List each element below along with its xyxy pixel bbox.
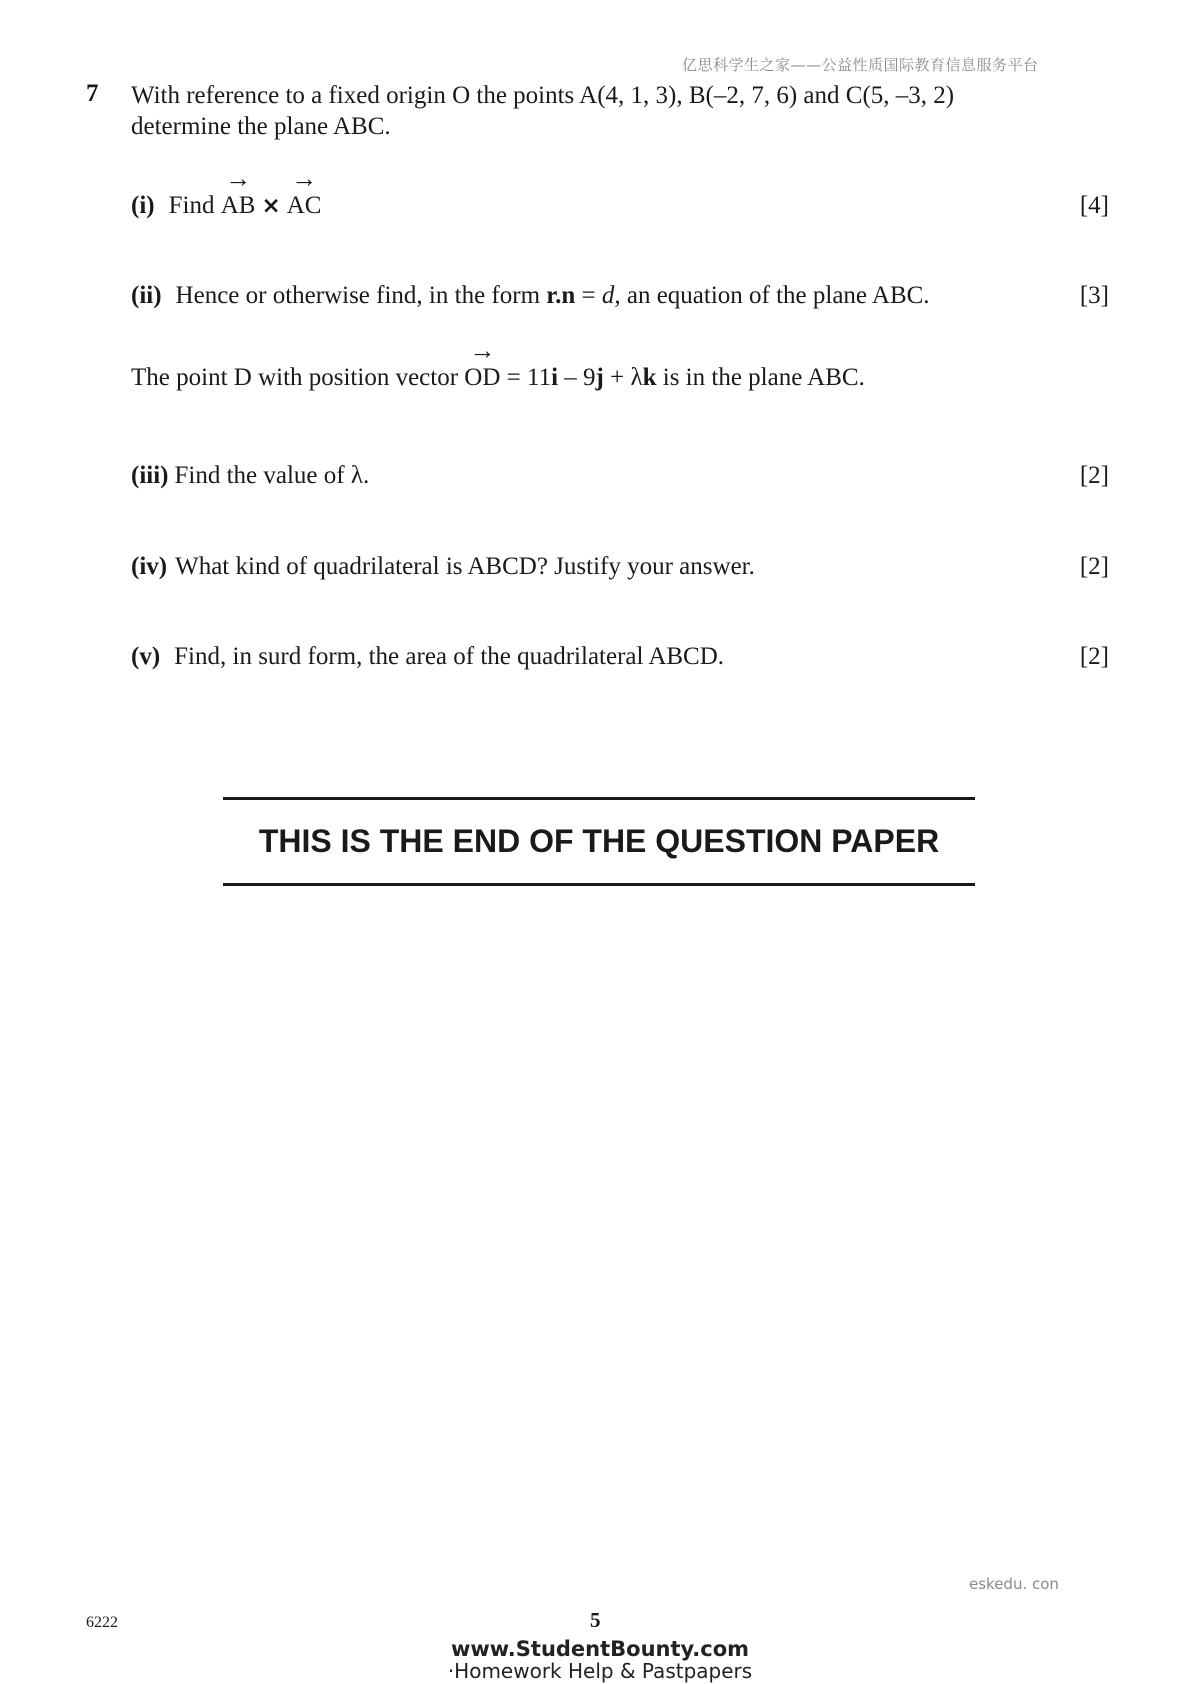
part-label: (i) [131,192,155,219]
page-number: 5 [590,1608,601,1632]
unit-i: i [551,364,559,391]
part-label: (ii) [131,282,162,309]
part-v [131,643,724,671]
part-text: What kind of quadrilateral is ABCD? Justify your answer. [175,553,755,580]
part-label: (v) [131,643,161,670]
stem-line-2: determine the plane ABC. [131,113,391,140]
stem-line-1: With reference to a fixed origin O the points A(4, 1, 3), B(–2, 7, 6) and C(5, –3, 2) [131,82,955,109]
part-text: Hence or otherwise find, in the form [175,282,547,309]
unit-k: k [642,364,657,391]
paper-code: 6222 [86,1614,118,1631]
part-label: (iv) [131,553,168,580]
marks-ii: [3] [1079,282,1109,309]
marks-iv: [2] [1079,553,1109,580]
info-minus: – 9 [558,364,596,391]
part-text: Find [168,192,215,219]
end-rule-top [223,797,975,800]
part-text: Find the value of λ. [174,462,370,489]
vector-ab: → AB [221,192,256,220]
footer-watermark-site: eskedu. con [969,1575,1059,1593]
marks-iii: [2] [1079,462,1109,489]
part-text: Find, in surd form, the area of the quadrilateral ABCD. [174,643,725,670]
marks-i: [4] [1079,192,1109,219]
part-iv [131,553,755,581]
watermark-top: 亿思科学生之家——公益性质国际教育信息服务平台 [682,56,1039,74]
vector-n: n [561,282,576,309]
studentbounty-logo [440,1638,760,1682]
info-text: The point D with position vector [131,364,465,391]
part-ii [131,282,930,310]
equals-symbol: = [575,282,602,309]
info-plus: + λ [603,364,643,391]
part-label: (iii) [131,462,169,489]
cross-symbol: × [261,193,281,219]
question-number: 7 [86,80,99,107]
info-eq: = 11 [500,364,552,391]
part-text-end: , an equation of the plane ABC. [614,282,930,309]
info-end: is in the plane ABC. [656,364,865,391]
part-i [131,192,321,220]
vector-ac: → AC [287,192,322,220]
vector-r: r [546,282,556,309]
end-rule-bottom [223,883,975,886]
logo-line-2: ·Homework Help & Pastpapers [447,1659,753,1683]
end-of-paper-text: THIS IS THE END OF THE QUESTION PAPER [258,823,940,859]
logo-line-1: www.StudentBounty.com [450,1637,750,1661]
part-iii [131,462,369,490]
unit-j: j [595,364,604,391]
point-d-info [131,364,865,392]
scalar-d: d [601,282,615,309]
question-stem [131,80,1031,142]
vector-od: → OD [464,364,500,392]
dot-symbol: . [555,282,562,309]
marks-v: [2] [1079,643,1109,670]
